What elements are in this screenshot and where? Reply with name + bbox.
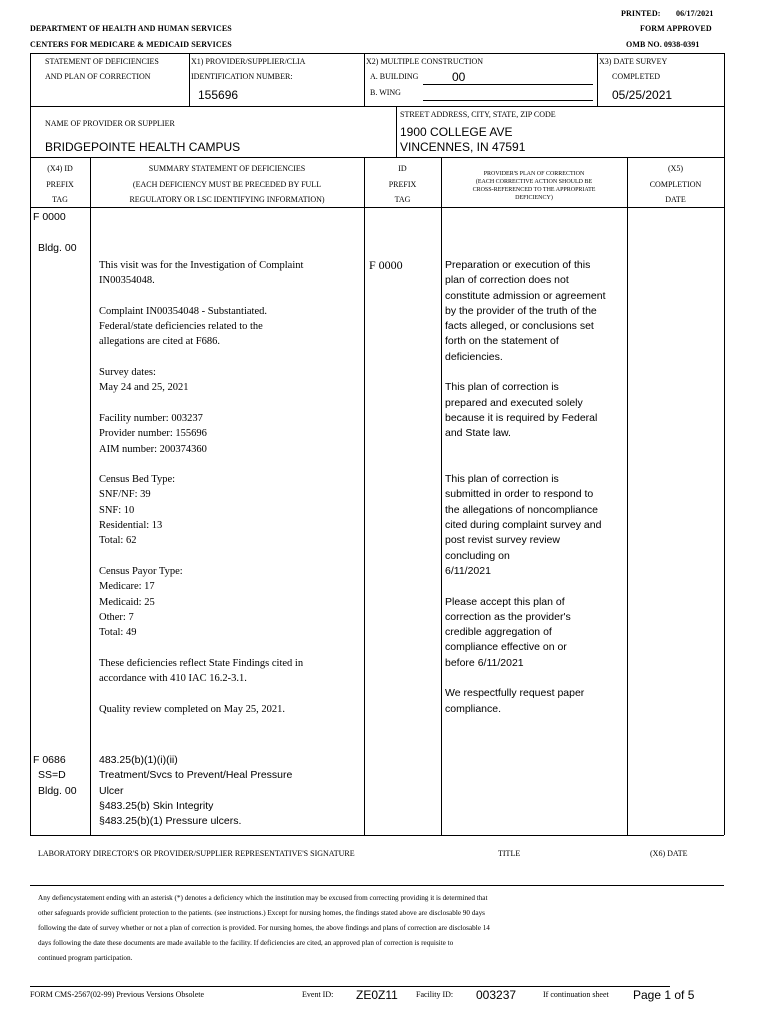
x1-label: X1) PROVIDER/SUPPLIER/CLIA (191, 57, 306, 66)
x5-header: (X5) (667, 164, 684, 173)
plan-text: Preparation or execution of this plan of correction does not constitute admission or agreement by the provider of the truth of the facts alleged, or conclusions set forth on the statement of deficiencies. This plan of correction is prepared and executed solely because it is required by Federal and State law. This plan of correction is submitted in order to respond to the allegations of noncompliance cited during complaint survey and post revist survey review concluding on 6/11/2021 Please accept this plan of correction as the provider's credible aggregation of compliance effective on or before 6/11/2021 We respectfully request paper compliance. (445, 259, 606, 715)
continuation-label: If continuation sheet (543, 990, 609, 999)
event-id: ZE0Z11 (356, 988, 398, 1002)
cms-name: CENTERS FOR MEDICARE & MEDICAID SERVICES (30, 40, 232, 49)
summary-text: This visit was for the Investigation of Complaint IN00354048. Complaint IN00354048 - Substantiated. Federal/state deficiencies related to the allegations are cited at F686. Survey dates: May 24 and 25, 2021 Facility number: 003237 Provider number: 155696 AIM number: 200374360 Census Bed Type: SNF/NF: 39 SNF: 10 Residential: 13 Total: 62 Census Payor Type: Medicare: 17 Medicaid: 25 Other: 7 Total: 49 These deficiencies reflect State Findings cited in accordance with 410 IAC 16.2-3.1. Quality review completed on May 25, 2021. (99, 260, 304, 715)
provider-name-label: NAME OF PROVIDER OR SUPPLIER (45, 119, 175, 128)
regulation-text: 483.25(b)(1)(i)(ii) Treatment/Svcs to Prevent/Heal Pressure Ulcer §483.25(b) Skin Integrity §483.25(b)(1) Pressure ulcers. (99, 754, 293, 828)
address-label: STREET ADDRESS, CITY, STATE, ZIP CODE (400, 110, 556, 119)
bottom-rule (30, 986, 670, 987)
date-label: (X6) DATE (650, 849, 688, 858)
form-number: FORM CMS-2567(02-99) Previous Versions Obsolete (30, 990, 205, 999)
prefix-tag-f0000: F 0000 (33, 211, 66, 223)
provider-id: 155696 (198, 88, 239, 102)
disclosure-footnote: Any defiencystatement ending with an asterisk (*) denotes a deficiency which the institution may be excused from correcting providing it is determined that other safeguards provide sufficient protection to the patients. (see instructions.) Except for nursing homes, the findings stated above are disclosable 90 days following the date of survey whether or not a plan of correction is provided. For nursing homes, the above findings and plans of correction are disclosable 14 days following the date these documents are made available to the facility. If deficiencies are cited, an approved plan of correction is requisite to continued program participation. (38, 894, 490, 962)
prefix-tag-f0686: F 0686 SS=D Bldg. 00 (33, 754, 77, 797)
plan-label: AND PLAN OF CORRECTION (45, 72, 151, 81)
wing-label: B. WING (370, 88, 401, 97)
building-tag: Bldg. 00 (38, 242, 77, 254)
x3-sublabel: COMPLETED (612, 72, 660, 81)
statement-label: STATEMENT OF DEFICIENCIES (45, 57, 159, 66)
printed-label: PRINTED: (621, 9, 661, 18)
x3-label: X3) DATE SURVEY (599, 57, 668, 66)
x1-sublabel: IDENTIFICATION NUMBER: (191, 72, 293, 81)
building-value: 00 (452, 70, 466, 84)
x2-label: X2) MULTIPLE CONSTRUCTION (366, 57, 484, 66)
address-line-2: VINCENNES, IN 47591 (400, 140, 526, 154)
plan-header: PROVIDER'S PLAN OF CORRECTION (483, 171, 585, 177)
survey-date: 05/25/2021 (612, 88, 673, 102)
id-header: ID (398, 164, 407, 173)
title-label: TITLE (498, 849, 521, 858)
signature-label: LABORATORY DIRECTOR'S OR PROVIDER/SUPPLIER REPRESENTATIVE'S SIGNATURE (38, 849, 355, 858)
id-tag-f0000: F 0000 (369, 258, 403, 272)
department-name: DEPARTMENT OF HEALTH AND HUMAN SERVICES (30, 24, 232, 33)
building-underline (423, 84, 593, 85)
facility-id: 003237 (476, 988, 517, 1002)
event-id-label: Event ID: (302, 990, 334, 999)
summary-header: SUMMARY STATEMENT OF DEFICIENCIES (148, 164, 306, 173)
provider-name: BRIDGEPOINTE HEALTH CAMPUS (45, 140, 241, 154)
top-border (30, 53, 724, 54)
printed-date: 06/17/2021 (676, 9, 714, 18)
omb-number: OMB NO. 0938-0391 (626, 40, 700, 49)
building-label: A. BUILDING (370, 72, 419, 81)
wing-underline (423, 100, 593, 101)
x4-header: (X4) ID (47, 164, 73, 173)
form-approved: FORM APPROVED (640, 24, 712, 33)
page-number: Page 1 of 5 (633, 988, 695, 1002)
signature-line (30, 885, 724, 886)
address-line-1: 1900 COLLEGE AVE (400, 125, 513, 139)
facility-id-label: Facility ID: (416, 990, 454, 999)
